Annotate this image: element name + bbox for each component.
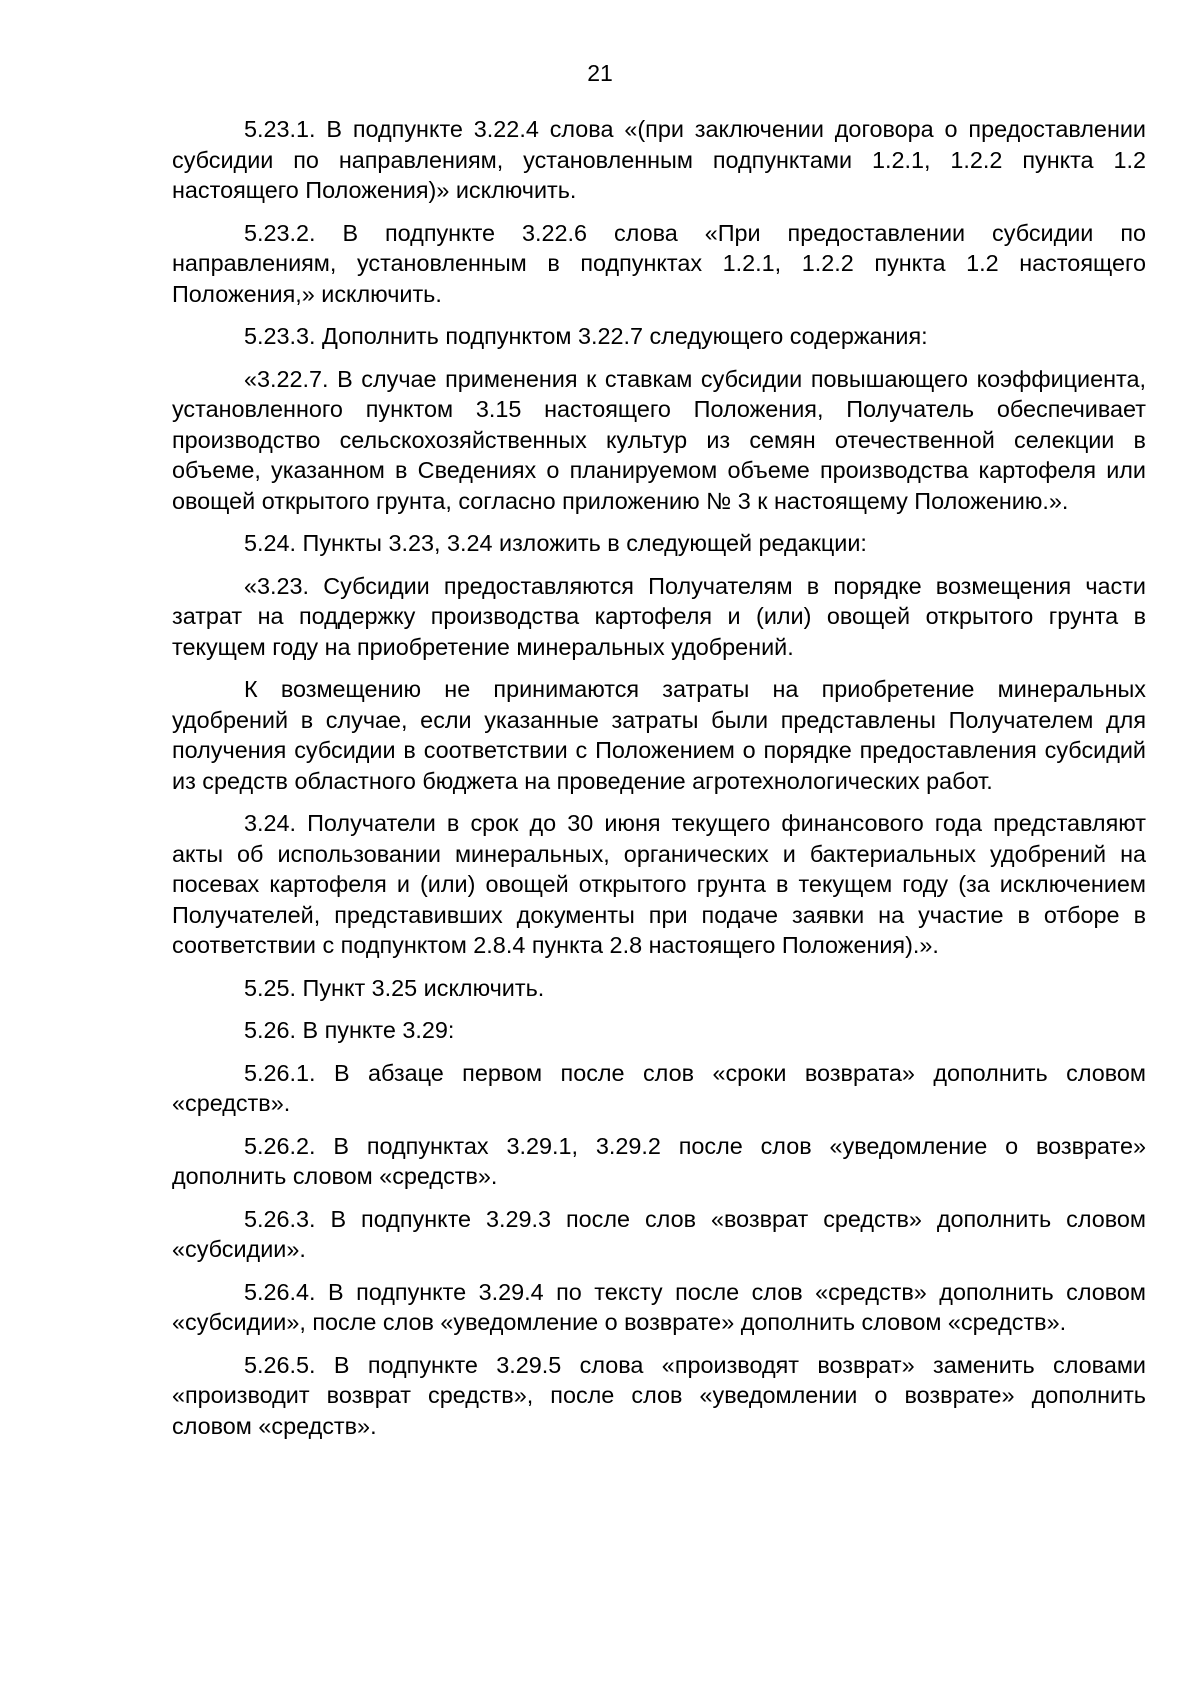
paragraph-3-24: 3.24. Получатели в срок до 30 июня текущего финансового года представляют акты об использовании минеральных, органических и бактериальных удобрений на посевах картофеля и (или) овощей открытого грунта в текущем году (за исключением Получателей, представивших документы при подаче заявки на участие в отборе в соответствии с подпунктом 2.8.4 пункта 2.8 настоящего Положения).». xyxy=(172,810,1146,958)
paragraph-5-26-1: 5.26.1. В абзаце первом после слов «сроки возврата» дополнить словом «средств». xyxy=(172,1059,1146,1116)
paragraph-3-22-7: «3.22.7. В случае применения к ставкам субсидии повышающего коэффициента, установленного пунктом 3.15 настоящего Положения, Получатель обеспечивает производство сельскохозяйственных культур из семян отечественной селекции в объеме, указанном в Сведениях о планируемом объеме производства картофеля или овощей открытого грунта, согласно приложению № 3 к настоящему Положению.». xyxy=(172,365,1146,514)
paragraph-3-23-exclusion: К возмещению не принимаются затраты на приобретение минеральных удобрений в случае, если указанные затраты были представлены Получателем для получения субсидии в соответствии с Положением о порядке предоставления субсидий из средств областного бюджета на проведение агротехнологических работ. xyxy=(172,676,1146,794)
paragraph-5-25: 5.25. Пункт 3.25 исключить. xyxy=(244,974,545,1001)
paragraph-5-23-2: 5.23.2. В подпункте 3.22.6 слова «При предоставлении субсидии по направлениям, установленным в подпунктах 1.2.1, 1.2.2 пункта 1.2 настоящего Положения,» исключить. xyxy=(172,219,1146,307)
paragraph-5-26-2: 5.26.2. В подпунктах 3.29.1, 3.29.2 после слов «уведомление о возврате» дополнить словом «средств». xyxy=(172,1132,1146,1189)
paragraph-5-26: 5.26. В пункте 3.29: xyxy=(244,1017,455,1043)
paragraph-3-23: «3.23. Субсидии предоставляются Получателям в порядке возмещения части затрат на поддержку производства картофеля и (или) овощей открытого грунта в текущем году на приобретение минеральных удобрений. xyxy=(172,572,1146,660)
page-number: 21 xyxy=(587,60,613,86)
paragraph-5-26-5: 5.26.5. В подпункте 3.29.5 слова «производят возврат» заменить словами «производит возврат средств», после слов «уведомлении о возврате» дополнить словом «средств». xyxy=(172,1351,1146,1439)
paragraph-5-23-1: 5.23.1. В подпункте 3.22.4 слова «(при заключении договора о предоставлении субсидии по направлениям, установленным подпунктами 1.2.1, 1.2.2 пункта 1.2 настоящего Положения)» исключить. xyxy=(172,116,1146,203)
paragraph-5-24: 5.24. Пункты 3.23, 3.24 изложить в следующей редакции: xyxy=(244,530,867,556)
paragraph-5-26-3: 5.26.3. В подпункте 3.29.3 после слов «возврат средств» дополнить словом «субсидии». xyxy=(172,1205,1146,1262)
paragraph-5-23-3: 5.23.3. Дополнить подпунктом 3.22.7 следующего содержания: xyxy=(244,323,928,349)
document-body xyxy=(172,114,1146,1453)
paragraph-5-26-4: 5.26.4. В подпункте 3.29.4 по тексту после слов «средств» дополнить словом «субсидии», после слов «уведомление о возврате» дополнить словом «средств». xyxy=(172,1278,1146,1335)
